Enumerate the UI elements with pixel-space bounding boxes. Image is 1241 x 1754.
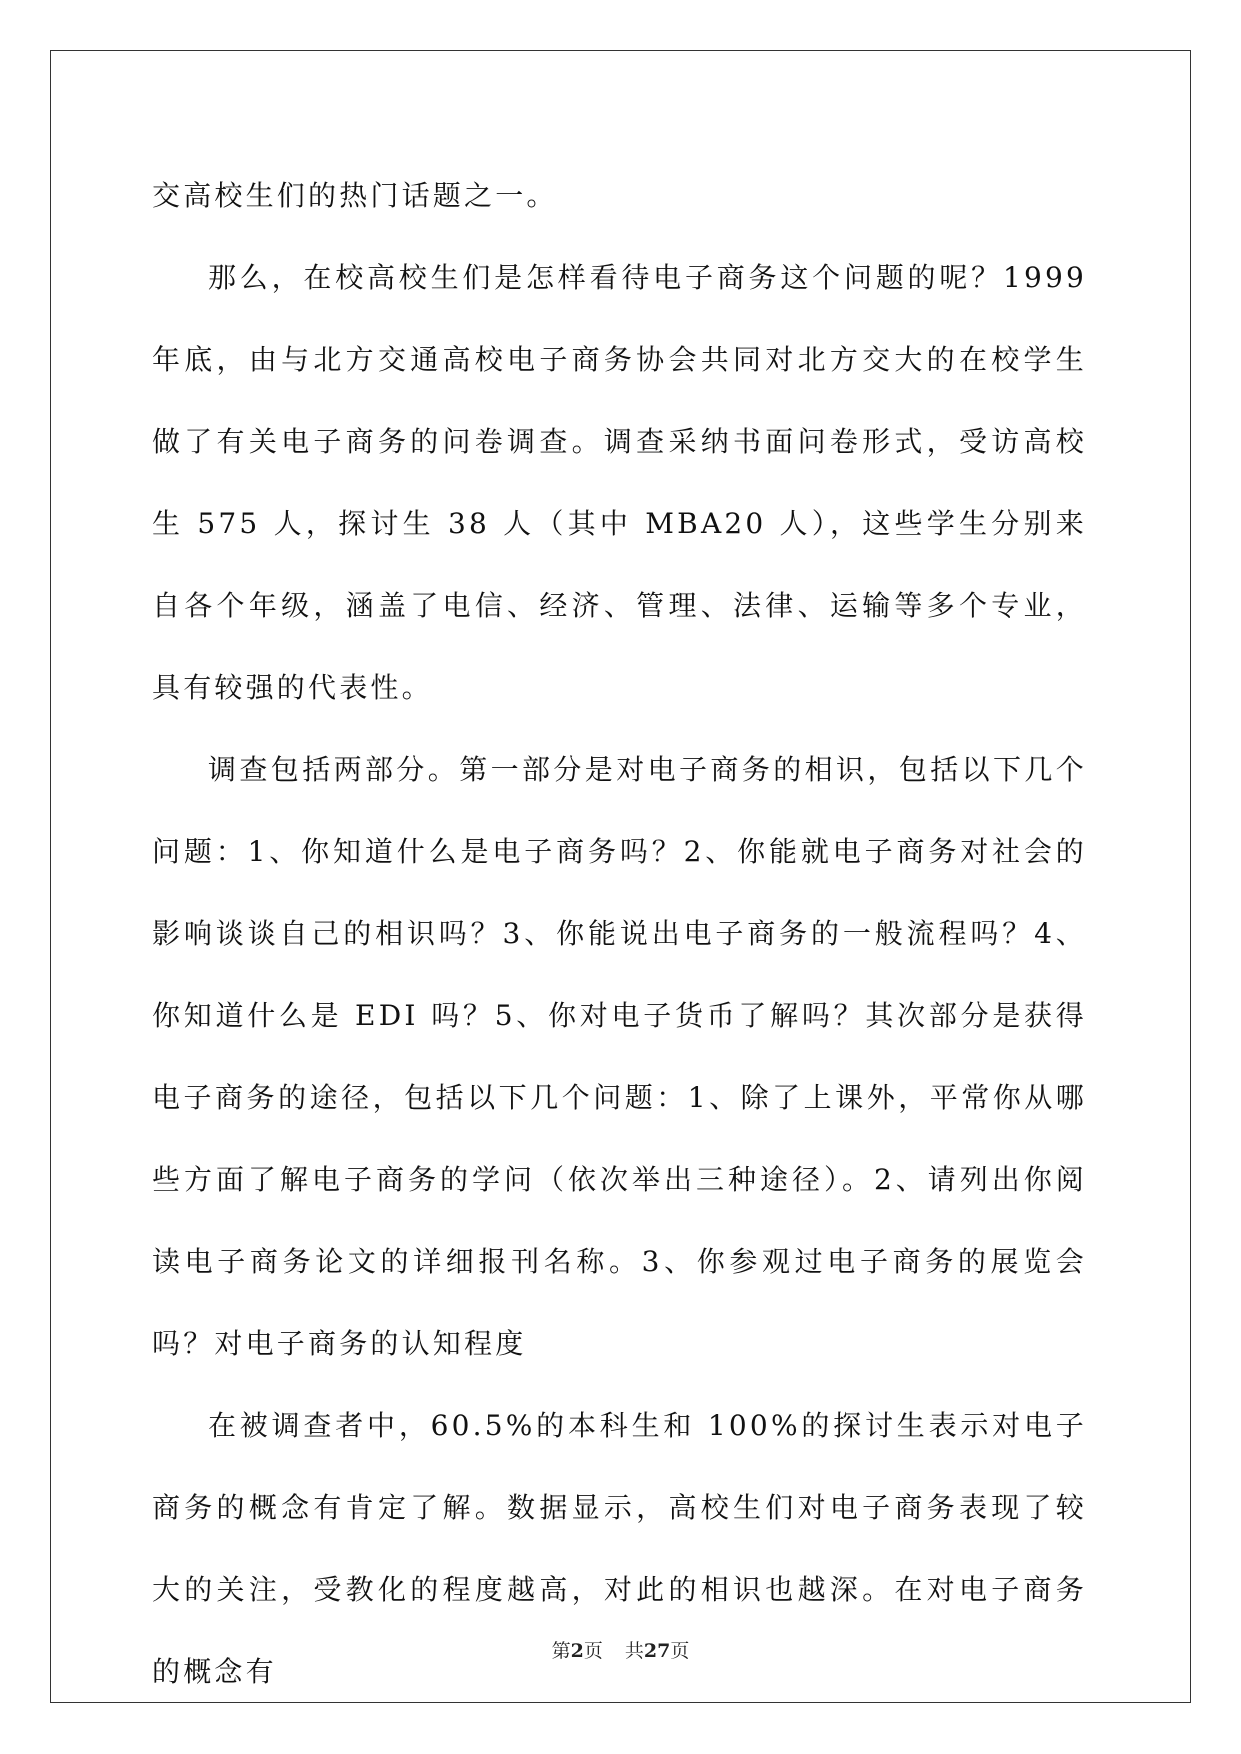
- page-suffix: 页: [583, 1640, 603, 1662]
- paragraph-2: 那么，在校高校生们是怎样看待电子商务这个问题的呢？1999 年底，由与北方交通高校电子商务协会共同对北方交大的在校学生做了有关电子商务的问卷调查。调查采纳书面问卷形式，受访高校生 575 人，探讨生 38 人（其中 MBA20 人），这些学生分别来自各个年级，涵盖了电信、经济、管理、法律、运输等多个专业，具有较强的代表性。: [152, 261, 1087, 704]
- page-number: 2: [570, 1640, 584, 1662]
- total-suffix: 页: [670, 1640, 690, 1662]
- paragraph-4: 在被调查者中，60.5%的本科生和 100%的探讨生表示对电子商务的概念有肯定了解。数据显示，高校生们对电子商务表现了较大的关注，受教化的程度越高，对此的相识也越深。在对电子商务的概念有: [152, 1409, 1087, 1688]
- paragraph-3: 调查包括两部分。第一部分是对电子商务的相识，包括以下几个问题：1、你知道什么是电子商务吗？2、你能就电子商务对社会的影响谈谈自己的相识吗？3、你能说出电子商务的一般流程吗？4、你知道什么是 EDI 吗？5、你对电子货币了解吗？其次部分是获得电子商务的途径，包括以下几个问题：1、除了上课外，平常你从哪些方面了解电子商务的学问（依次举出三种途径）。2、请列出你阅读电子商务论文的详细报刊名称。3、你参观过电子商务的展览会吗？对电子商务的认知程度: [152, 753, 1087, 1360]
- document-body: [152, 155, 1087, 1713]
- page-prefix: 第: [551, 1640, 571, 1662]
- paragraph-1: 交高校生们的热门话题之一。: [152, 179, 558, 212]
- page-footer: [0, 1636, 1241, 1663]
- total-prefix: 共: [624, 1640, 644, 1662]
- total-pages: 27: [643, 1640, 671, 1662]
